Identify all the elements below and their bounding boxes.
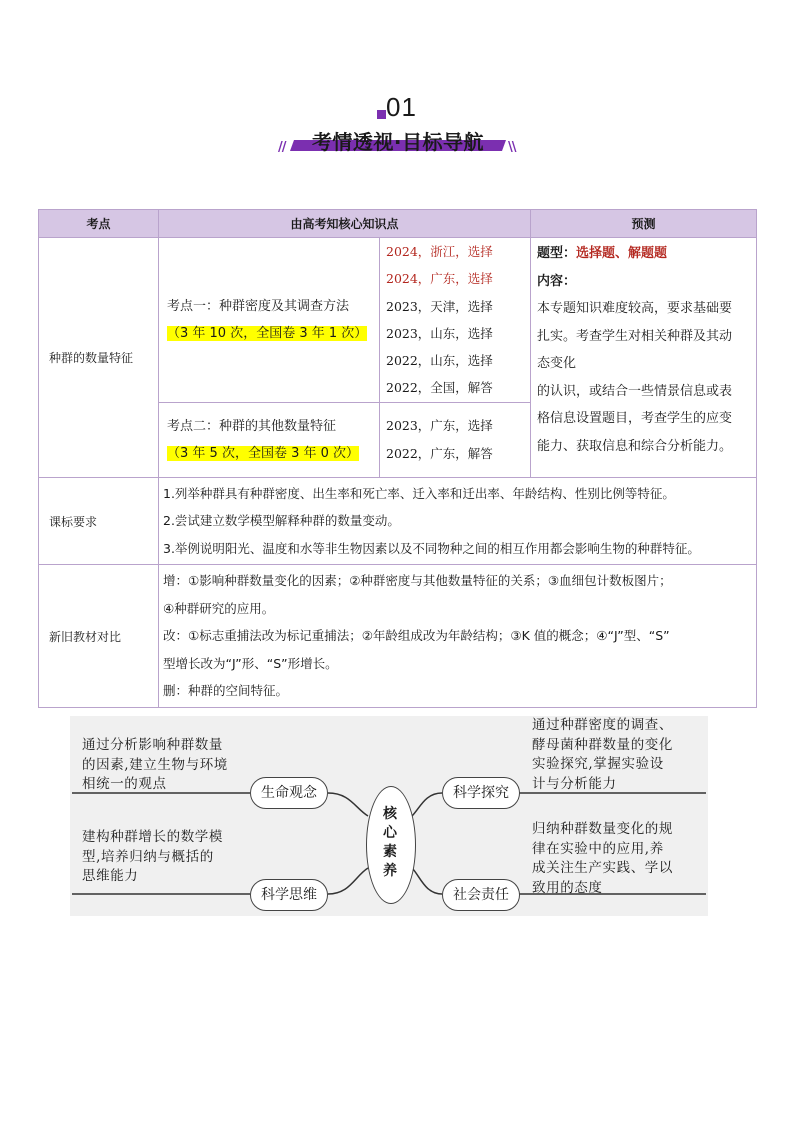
- header-cell-topic: 考点: [39, 210, 159, 238]
- accent-square-icon: [377, 110, 386, 119]
- section-title: 考情透视·目标导航: [311, 130, 485, 154]
- exam-item: 2024，广东，选择: [386, 271, 493, 287]
- prediction-cell: [531, 238, 757, 478]
- point1-note: （3 年 10 次，全国卷 3 年 1 次）: [167, 325, 368, 341]
- section-number: 01: [386, 92, 417, 122]
- pred-line: 扎实。考查学生对相关种群及其动: [537, 328, 733, 344]
- text-line: 建构种群增长的数学模: [82, 829, 223, 845]
- point2-cell: [159, 402, 380, 477]
- pred-line: 格信息设置题目，考查学生的应变: [537, 411, 733, 426]
- point1-exams-cell: [380, 238, 531, 403]
- text-line: 通过种群密度的调查、: [532, 717, 673, 733]
- node-social-responsibility: 社会责任: [442, 879, 520, 911]
- pred-line: 本专题知识难度较高，要求基础要: [537, 301, 733, 316]
- text-line: 思维能力: [82, 868, 139, 884]
- point1-cell: [159, 238, 380, 403]
- text-line: 型,培养归纳与概括的: [82, 848, 214, 865]
- comparison-cell: [159, 565, 757, 708]
- req-line: 1.列举种群具有种群密度、出生率和死亡率、迁入率和迁出率、年龄结构、性别比例等特征。: [163, 485, 675, 501]
- topic-cell: 课标要求: [39, 477, 159, 565]
- cmp-line: 增：①影响种群数量变化的因素；②种群密度与其他数量特征的关系；③血细包计数板图片；: [163, 573, 672, 589]
- cmp-line: 删：种群的空间特征。: [163, 683, 289, 699]
- cmp-line: 改：①标志重捕法改为标记重捕法；②年龄组成改为年龄结构；③K 值的概念；④“J”型、“S”: [163, 628, 670, 644]
- pred-line: 能力、获取信息和综合分析能力。: [537, 438, 733, 454]
- exam-item: 2022，全国，解答: [386, 380, 493, 396]
- table-row: [39, 565, 757, 708]
- table-row: [39, 477, 757, 565]
- point2-exams-cell: [380, 402, 531, 477]
- node-text-bottom-right: [532, 820, 673, 898]
- table-row: [39, 238, 757, 403]
- curriculum-cell: [159, 477, 757, 565]
- text-line: 通过分析影响种群数量: [82, 737, 223, 753]
- node-text-top-left: [82, 736, 228, 795]
- core-literacy-mindmap: [70, 716, 708, 916]
- node-life-concept: 生命观念: [250, 777, 328, 809]
- left-decoration: //: [278, 140, 286, 155]
- text-line: 酵母菌种群数量的变化: [532, 736, 673, 753]
- exam-item: 2023，天津，选择: [386, 298, 493, 314]
- point2-title: 考点二：种群的其他数量特征: [167, 418, 337, 434]
- text-line: 相统一的观点: [82, 776, 167, 792]
- node-scientific-thinking: 科学思维: [250, 879, 328, 911]
- exam-item: 2022，广东，解答: [386, 445, 493, 461]
- exam-item: 2024，浙江，选择: [386, 244, 493, 259]
- header-cell-prediction: 预测: [531, 210, 757, 238]
- text-line: 实验探究,掌握实验设: [532, 756, 664, 772]
- exam-item: 2023，广东，选择: [386, 418, 493, 434]
- exam-item: 2023，山东，选择: [386, 325, 493, 341]
- point2-note: （3 年 5 次，全国卷 3 年 0 次）: [167, 445, 360, 461]
- cmp-line: ④种群研究的应用。: [163, 600, 275, 616]
- node-scientific-inquiry: 科学探究: [442, 777, 520, 809]
- node-text-bottom-left: [82, 828, 223, 887]
- cmp-line: 型增长改为“J”形、“S”形增长。: [163, 655, 338, 671]
- text-line: 成关注生产实践、学以: [532, 860, 673, 876]
- core-label: [366, 805, 414, 881]
- req-line: 3.举例说明阳光、温度和水等非生物因素以及不同物种之间的相互作用都会影响生物的种群特征。: [163, 540, 700, 556]
- header-cell-knowledge: 由高考知核心知识点: [159, 210, 531, 238]
- core-char: 养: [383, 863, 397, 879]
- point1-title: 考点一：种群密度及其调查方法: [167, 298, 350, 314]
- core-char: 心: [383, 825, 397, 841]
- text-line: 的因素,建立生物与环境: [82, 756, 228, 773]
- core-char: 素: [383, 844, 397, 860]
- node-text-top-right: [532, 716, 673, 794]
- pred-content-label: 内容：: [537, 273, 577, 289]
- topic-cell: 新旧教材对比: [39, 565, 159, 708]
- core-char: 核: [383, 806, 397, 822]
- req-line: 2.尝试建立数学模型解释种群的数量变动。: [163, 513, 400, 529]
- text-line: 归纳种群数量变化的规: [532, 821, 673, 837]
- table-header-row: [39, 210, 757, 238]
- pred-line: 态变化: [537, 356, 577, 371]
- text-line: 致用的态度: [532, 879, 603, 896]
- exam-item: 2022，山东，选择: [386, 353, 493, 369]
- right-decoration: \\: [508, 140, 516, 155]
- pred-line: 的认识，或结合一些情景信息或表: [537, 383, 733, 399]
- text-line: 律在实验中的应用,养: [532, 840, 664, 857]
- pred-type-label: 题型：: [537, 246, 577, 261]
- topic-cell: 种群的数量特征: [39, 238, 159, 478]
- exam-analysis-table: [38, 209, 756, 708]
- text-line: 计与分析能力: [532, 775, 617, 792]
- pred-type-value: 选择题、解题题: [576, 246, 668, 261]
